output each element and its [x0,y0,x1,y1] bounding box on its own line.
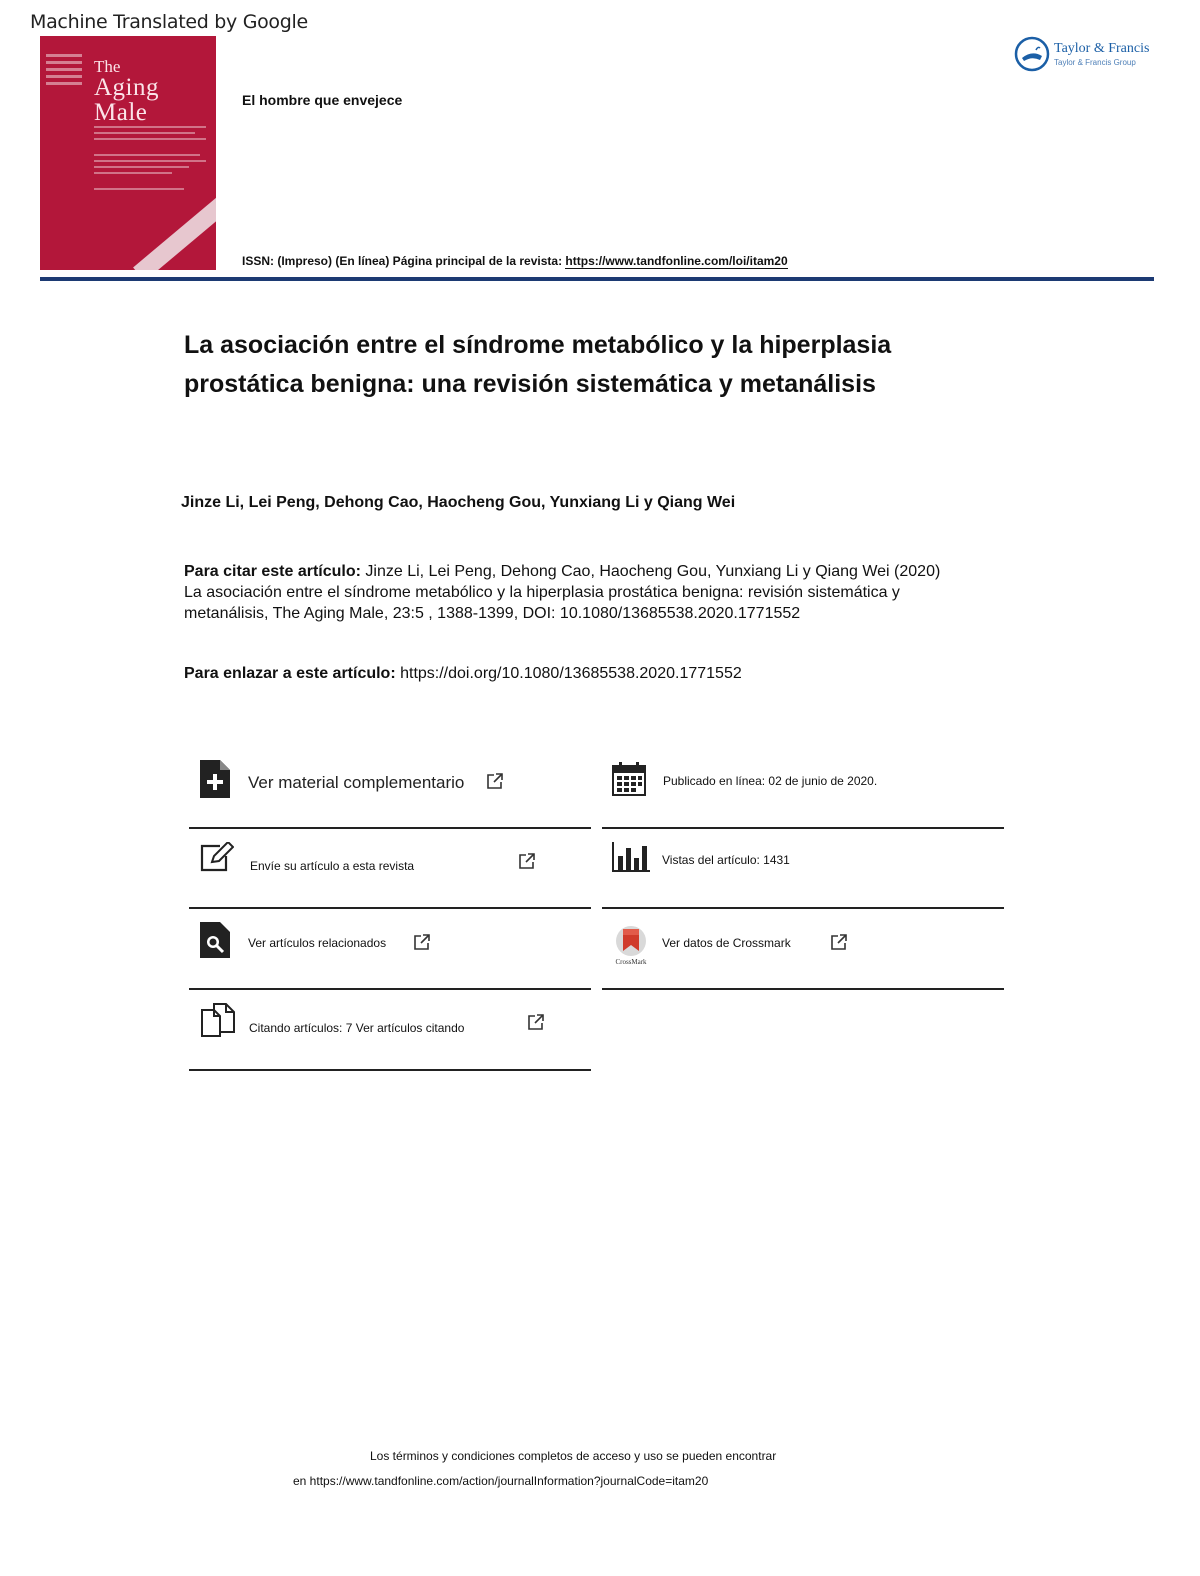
external-link-icon [527,1013,545,1031]
citing-articles-label: Citando artículos: 7 Ver artículos citando [249,1021,465,1035]
cover-title [94,58,159,125]
grid-divider [189,1069,591,1071]
citation-label: Para citar este artículo: [184,563,361,580]
journal-homepage-link[interactable]: https://www.tandfonline.com/loi/itam20 [565,254,788,268]
issn-line [242,254,788,268]
file-plus-icon [200,760,230,798]
external-link-icon [413,933,431,951]
article-authors: Jinze Li, Lei Peng, Dehong Cao, Haocheng Gou, Yunxiang Li y Qiang Wei [181,494,736,511]
supplementary-material-label: Ver material complementario [248,773,465,792]
cover-spine-text [46,54,82,89]
article-link-label: Para enlazar a este artículo: [184,665,396,682]
terms-footer-link[interactable]: en https://www.tandfonline.com/action/journalInformation?journalCode=itam20 [293,1474,709,1488]
cover-subtitle-lines [94,126,206,194]
header-divider [40,277,1154,281]
machine-translation-banner: Machine Translated by Google [30,11,308,33]
cover-title-aging: Aging [94,74,159,101]
publisher-logo[interactable] [1014,36,1149,72]
article-title-line-1: La asociación entre el síndrome metabólico y la hiperplasia [184,331,892,359]
calendar-icon [612,762,646,796]
citation-block [184,561,944,624]
crossmark-icon [612,924,650,966]
cover-title-the: The [94,57,121,76]
issn-prefix: ISSN: (Impreso) (En línea) Página principal de la revista: [242,254,566,268]
journal-cover-image [40,36,216,270]
published-online-label: Publicado en línea: 02 de junio de 2020. [663,774,878,788]
crossmark-logo-text: CrossMark [615,957,647,966]
copy-documents-icon [200,1002,236,1038]
bar-chart-icon [612,842,650,872]
article-doi-link[interactable]: https://doi.org/10.1080/13685538.2020.1771552 [395,665,742,682]
related-articles-label: Ver artículos relacionados [248,936,387,950]
terms-footer-line-1: Los términos y condiciones completos de acceso y uso se pueden encontrar [370,1449,777,1463]
document-search-icon [200,922,230,958]
grid-divider [602,907,1004,909]
citation-text: Jinze Li, Lei Peng, Dehong Cao, Haocheng Gou, Yunxiang Li y Qiang Wei (2020) La asociación entre el síndrome metabólico y la hiperplasia prostática benigna: revisión sistemática y metanálisis, The Aging Male, 23:5 , 1388-1399, DOI: 10.1080/13685538.2020.1771552 [184,563,941,622]
grid-divider [189,827,591,829]
cover-title-male: Male [94,99,148,126]
external-link-icon [486,772,504,790]
journal-name: El hombre que envejece [242,92,403,108]
submit-article-label: Envíe su artículo a esta revista [250,859,415,873]
article-title [184,326,1004,404]
grid-divider [602,827,1004,829]
edit-pencil-icon [200,842,234,872]
publisher-group: Taylor & Francis Group [1054,58,1136,67]
grid-divider [189,988,591,990]
grid-divider [189,907,591,909]
external-link-icon [830,933,848,951]
external-link-icon [518,852,536,870]
grid-divider [602,988,1004,990]
taylor-francis-lamp-icon [1014,36,1050,72]
article-link-block [184,665,742,683]
crossmark-label: Ver datos de Crossmark [662,936,791,950]
publisher-name: Taylor & Francis [1054,41,1150,56]
article-views-label: Vistas del artículo: 1431 [662,853,790,867]
article-title-line-2: prostática benigna: una revisión sistemática y metanálisis [184,370,876,398]
cover-corner-badge [133,197,216,270]
